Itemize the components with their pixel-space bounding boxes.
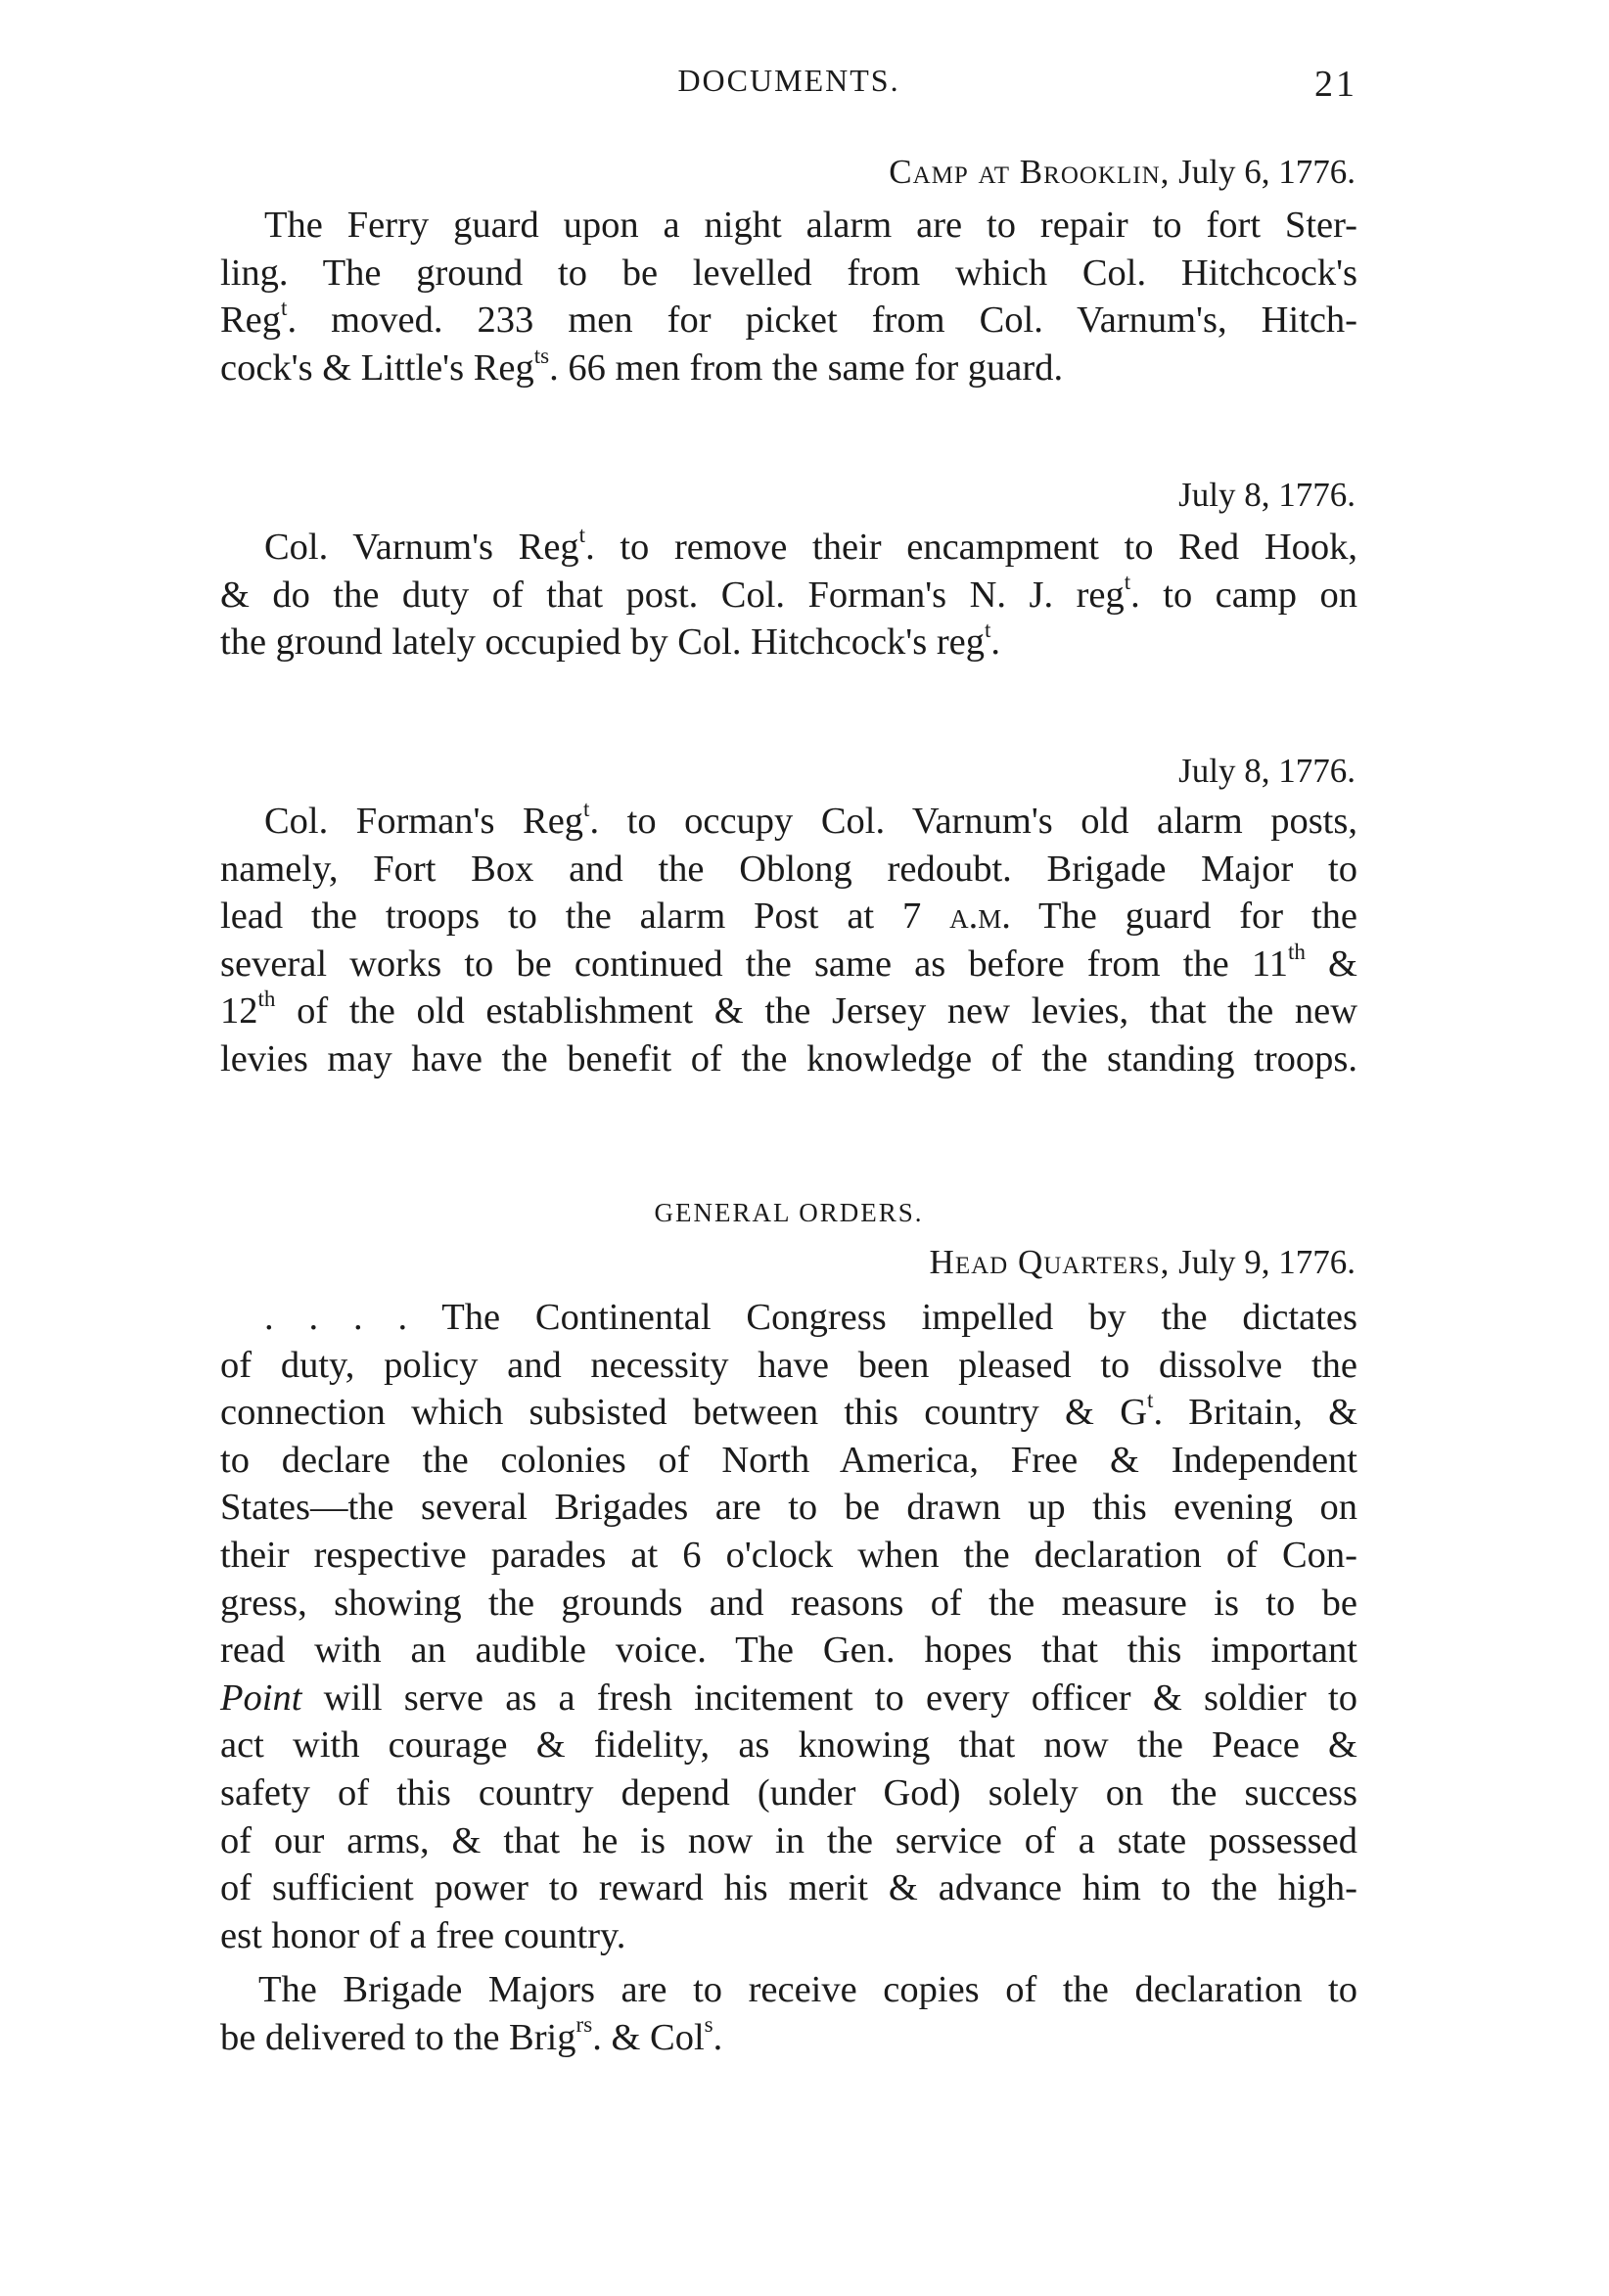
text-line <box>220 987 1357 1035</box>
text-segment: . to occupy Col. Varnum's old alarm posts, <box>589 801 1357 842</box>
text-segment: several works to be continued the same as before from the 11 <box>220 942 1288 985</box>
superscript: t <box>1147 1386 1154 1412</box>
superscript: s <box>704 2011 713 2038</box>
text-line <box>220 344 1357 392</box>
entry-2-dateline <box>1178 476 1356 515</box>
entry-3-dateline <box>1178 752 1356 791</box>
superscript: t <box>985 616 991 642</box>
text-line: their respective parades at 6 o'clock when the declaration of Con- <box>220 1534 1357 1576</box>
dateline-date: July 8, 1776. <box>1178 476 1356 514</box>
superscript: t <box>1124 569 1131 595</box>
text-line <box>220 2011 1357 2062</box>
dateline-date: July 6, 1776. <box>1178 153 1356 191</box>
text-line: of duty, policy and necessity have been pleased to dissolve the <box>220 1344 1357 1386</box>
text-line: namely, Fort Box and the Oblong redoubt. Brigade Major to <box>220 848 1357 890</box>
text-line <box>220 521 1357 572</box>
text-segment: lead the troops to the alarm Post at 7 <box>220 895 950 938</box>
dateline-date: July 9, 1776. <box>1178 1243 1356 1281</box>
text-segment: the ground lately occupied by Col. Hitchcock's reg <box>220 621 985 664</box>
text-segment: will serve as a fresh incitement to every officer & soldier to <box>301 1676 1357 1719</box>
text-line: read with an audible voice. The Gen. hopes that this important <box>220 1630 1357 1672</box>
text-line: act with courage & fidelity, as knowing that now the Peace & <box>220 1724 1357 1767</box>
superscript: ts <box>533 342 550 368</box>
text-line <box>220 616 1357 666</box>
text-line: est honor of a free country. <box>220 1914 626 1956</box>
superscript: t <box>578 521 586 547</box>
text-line: The Ferry guard upon a night alarm are to repair to fort Ster- <box>264 205 1357 246</box>
text-segment: . moved. 233 men for picket from Col. Varnum's, Hitch- <box>287 299 1357 342</box>
text-line: States—the several Brigades are to be drawn up this evening on <box>220 1487 1357 1529</box>
text-segment: Reg <box>220 299 282 342</box>
text-line: of sufficient power to reward his merit & advance him to the high- <box>220 1867 1357 1909</box>
entry-2-paragraph <box>220 521 1357 666</box>
text-line <box>220 795 1357 846</box>
small-caps-text: a.m. <box>949 895 1011 938</box>
text-line <box>220 1386 1358 1437</box>
entry-4-paragraph-1 <box>220 1294 1357 1959</box>
text-segment: of the old establishment & the Jersey new levies, that the new <box>275 990 1357 1033</box>
superscript: th <box>257 986 276 1012</box>
superscript: th <box>1287 938 1306 964</box>
text-segment: cock's & Little's Reg <box>220 346 534 389</box>
dateline-place: Camp at Brooklin, <box>889 153 1171 191</box>
dateline-place: Head Quarters, <box>929 1243 1171 1281</box>
text-segment: . 66 men from the same for guard. <box>549 346 1064 389</box>
text-line <box>220 569 1357 620</box>
text-segment: . <box>713 2016 723 2058</box>
text-segment: connection which subsisted between this country & G <box>220 1392 1148 1434</box>
section-heading: GENERAL ORDERS. <box>654 1198 924 1227</box>
text-line <box>220 893 1357 941</box>
entry-4-dateline <box>930 1243 1356 1282</box>
superscript: t <box>281 294 288 320</box>
text-line <box>220 938 1357 988</box>
entry-4-paragraph-2 <box>220 1966 1357 2061</box>
text-segment: . to remove their encampment to Red Hook, <box>585 527 1357 568</box>
superscript: t <box>583 795 590 821</box>
text-line: safety of this country depend (under God) solely on the success <box>220 1771 1357 1814</box>
text-segment: . to camp on <box>1130 574 1357 616</box>
entry-1-dateline <box>889 153 1356 192</box>
text-line: ling. The ground to be levelled from which Col. Hitchcock's <box>220 252 1357 294</box>
text-segment: 12 <box>220 990 258 1033</box>
text-segment: The guard for the <box>1010 895 1357 938</box>
text-segment: Col. Forman's Reg <box>264 801 584 842</box>
text-segment: . Britain, & <box>1153 1392 1358 1434</box>
text-line: levies may have the benefit of the knowledge of the standing troops. <box>220 1037 1357 1079</box>
text-segment: & <box>1305 942 1357 985</box>
text-segment: be delivered to the Brig <box>220 2016 576 2058</box>
page-number: 21 <box>1314 64 1357 105</box>
text-line: The Brigade Majors are to receive copies of the declaration to <box>258 1969 1357 2010</box>
italic-text: Point <box>220 1676 302 1719</box>
running-head <box>220 63 1357 105</box>
entry-1-paragraph <box>220 202 1357 391</box>
text-segment: . & Col <box>592 2016 705 2058</box>
text-line: gress, showing the grounds and reasons of the measure is to be <box>220 1582 1357 1624</box>
dateline-date: July 8, 1776. <box>1178 752 1356 790</box>
text-segment: & do the duty of that post. Col. Forman's N. J. reg <box>220 574 1125 616</box>
entry-3-paragraph <box>220 795 1357 1083</box>
text-line <box>220 294 1357 344</box>
text-line <box>220 1675 1357 1722</box>
text-segment: Col. Varnum's Reg <box>264 527 579 568</box>
text-segment: . <box>990 621 1001 664</box>
text-line: of our arms, & that he is now in the service of a state possessed <box>220 1819 1357 1861</box>
superscript: rs <box>575 2011 593 2038</box>
text-line: . . . . The Continental Congress impelled by the dictates <box>264 1297 1357 1338</box>
running-title: DOCUMENTS. <box>677 63 900 98</box>
text-line: to declare the colonies of North America, Free & Independent <box>220 1439 1357 1481</box>
